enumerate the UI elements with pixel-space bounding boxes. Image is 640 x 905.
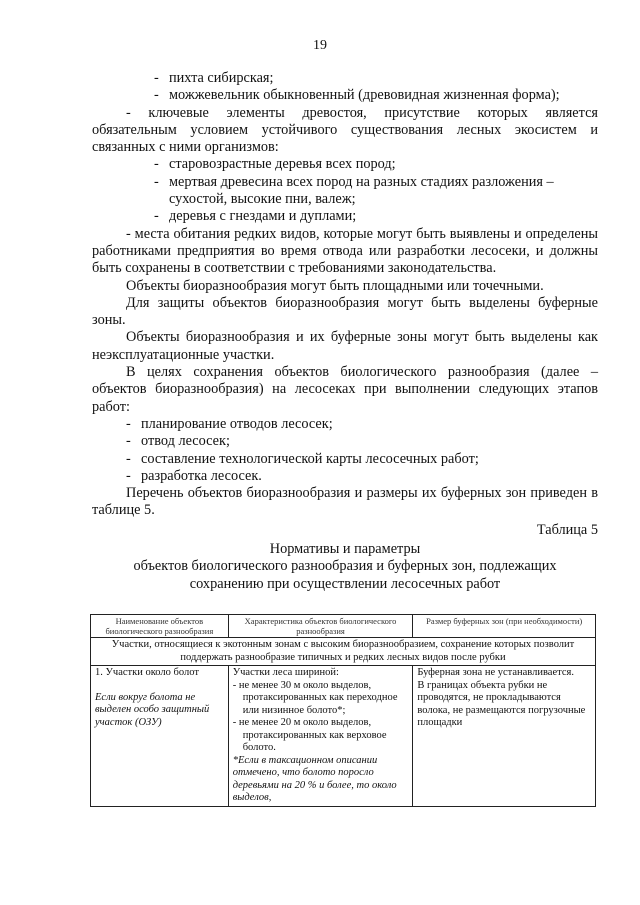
list-item: - можжевельник обыкновенный (древовидная жизненная форма);: [154, 87, 560, 104]
stage-text: планирование отводов лесосек;: [141, 415, 333, 432]
table-cell-buffer: [413, 666, 596, 807]
paragraph-key-elements: - ключевые элементы древостоя, присутствие которых является обязательным условием устойчивого существования лесных экосистем и связанных с ними организмов:: [92, 104, 598, 156]
paragraph-objects: Объекты биоразнообразия могут быть площадными или точечными.: [126, 277, 544, 294]
norms-table: [90, 614, 596, 807]
table-cell-name: [91, 666, 229, 807]
stage-item: - составление технологической карты лесосечных работ;: [126, 450, 479, 467]
characteristic-item: - не менее 30 м около выделов, протаксированных как переходное или низинное болото*;: [232, 679, 398, 716]
table-cell-characteristics: [228, 666, 413, 807]
list-item: - старовозрастные деревья всех пород;: [154, 156, 396, 173]
paragraph-buffer: Для защиты объектов биоразнообразия могут быть выделены буферные зоны.: [92, 294, 598, 329]
stage-item: - планирование отводов лесосек;: [126, 415, 333, 432]
table-label: Таблица 5: [536, 521, 598, 538]
object-name: 1. Участки около болот: [95, 667, 199, 678]
stage-text: отвод лесосек;: [141, 433, 230, 450]
paragraph-nonexploit: Объекты биоразнообразия и их буферные зоны могут быть выделены как неэксплуатационные участки.: [92, 329, 598, 363]
table-header-row: [91, 615, 596, 638]
buffer-text: Буферная зона не устанавливается.: [417, 667, 574, 678]
paragraph-habitats: - места обитания редких видов, которые могут быть выявлены и определены работниками предприятия во время отвода или разработки лесосеки, и должны быть сохранены в соответствии с требованиями законодательства.: [92, 225, 598, 277]
stage-text: составление технологической карты лесосечных работ;: [141, 450, 479, 467]
table-group-row: [91, 638, 596, 666]
table-title-line: объектов биологического разнообразия и буферных зон, подлежащих: [133, 558, 557, 575]
stage-item: - разработка лесосек.: [126, 467, 262, 484]
list-item-continuation: сухостой, высокие пни, валеж;: [169, 191, 356, 208]
stage-item: - отвод лесосек;: [126, 433, 230, 450]
table-title-line: Нормативы и параметры: [269, 541, 421, 558]
paragraph-list-ref: Перечень объектов биоразнообразия и размеры их буферных зон приведен в таблице 5.: [92, 485, 598, 519]
group-title: Участки, относящиеся к экотонным зонам с высоким биоразнообразием, сохранение которых позволит поддержать разнообразие типичных и редких лесных видов после рубки: [91, 638, 596, 666]
list-item-text: можжевельник обыкновенный (древовидная жизненная форма);: [169, 87, 560, 104]
list-item-text: пихта сибирская;: [169, 70, 274, 86]
column-header: Характеристика объектов биологического разнообразия: [228, 615, 413, 638]
characteristic-intro: Участки леса шириной:: [232, 667, 339, 678]
list-item: - мертвая древесина всех пород на разных стадиях разложения –: [154, 173, 554, 190]
table-row: [91, 666, 596, 807]
table-title-line: сохранению при осуществлении лесосечных работ: [189, 575, 501, 592]
list-item: - деревья с гнездами и дуплами;: [154, 208, 357, 225]
page-number: 19: [313, 38, 327, 53]
list-item-text: старовозрастные деревья всех пород;: [169, 156, 396, 173]
characteristic-item: - не менее 20 м около выделов, протаксированных как верховое болото.: [232, 717, 387, 753]
document-body: [92, 70, 598, 593]
buffer-text: В границах объекта рубки не проводятся, не прокладываются волока, не размещаются погрузочные площадки: [417, 679, 586, 728]
list-item-text: мертвая древесина всех пород на разных стадиях разложения –: [169, 173, 554, 190]
column-header: Наименование объектов биологического разнообразия: [91, 615, 229, 638]
paragraph-purpose: В целях сохранения объектов биологического разнообразия (далее – объектов биоразнообразия) на лесосеках при выполнении следующих этапов работ:: [92, 364, 598, 415]
list-item-text: деревья с гнездами и дуплами;: [169, 208, 357, 225]
list-item: - пихта сибирская;: [154, 70, 274, 86]
column-header: Размер буферных зон (при необходимости): [413, 615, 596, 638]
characteristic-note: *Если в таксационном описании отмечено, что болото поросло деревьями на 20 % и более, то около выделов,: [232, 754, 397, 803]
object-note: Если вокруг болота не выделен особо защитный участок (ОЗУ): [95, 691, 210, 728]
stage-text: разработка лесосек.: [141, 467, 262, 484]
